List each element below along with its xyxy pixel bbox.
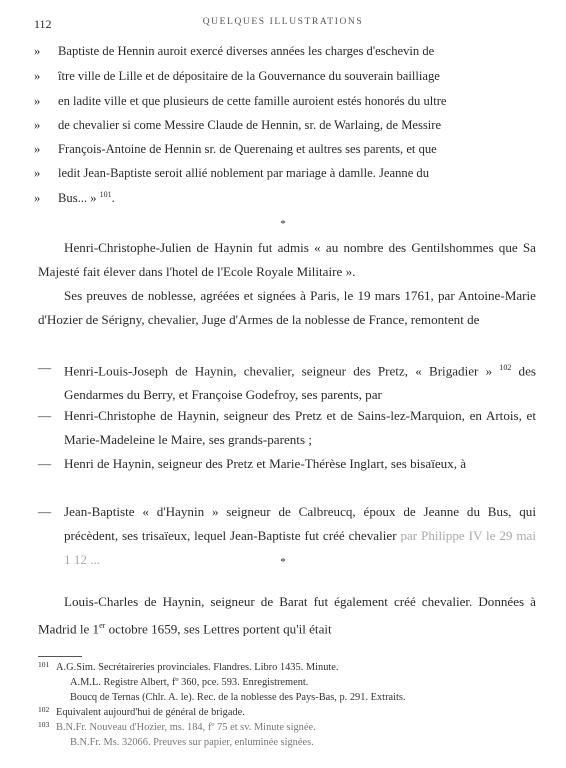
list-item-text: Jean-Baptiste « d'Haynin » seigneur de Calbreucq, époux de Jeanne du Bus, qui précèdent, ses trisaïeux, lequel Jean-Baptiste fut créé chevalier: [64, 504, 536, 543]
footnote-ref: 102: [499, 363, 512, 372]
page-number: 112: [34, 17, 52, 31]
quote-line: [34, 118, 441, 133]
footnote-ref: 101: [99, 190, 112, 199]
quote-line-text: Baptiste de Hennin auroit exercé diverses années les charges d'eschevin de: [58, 44, 435, 58]
list-item: [38, 404, 536, 452]
quote-line: [34, 94, 447, 109]
paragraph: Henri-Christophe-Julien de Haynin fut admis « au nombre des Gentilshommes que Sa Majesté fait élever dans l'hotel de l'Ecole Royale Militaire ».: [38, 240, 536, 279]
quote-mark: »: [34, 118, 41, 132]
footnote-rule: [38, 656, 82, 657]
paragraph-text: Louis-Charles de Haynin, seigneur de Barat fut également créé chevalier. Données à Madrid le 1: [38, 594, 536, 637]
list-item-text: Henri-Christophe de Haynin, seigneur des Pretz et de Sains-lez-Marquion, en Artois, et Marie-Madeleine le Maire, ses grands-parents ;: [64, 408, 536, 447]
quote-mark: »: [34, 166, 41, 180]
list-item: [38, 452, 536, 476]
quote-line-text: ledit Jean-Baptiste seroit allié noblement par mariage à damlle. Jeanne du: [58, 166, 430, 180]
list-dash: —: [38, 456, 52, 471]
running-head: QUELQUES ILLUSTRATIONS: [202, 17, 364, 27]
footnote: Equivalent aujourd'hui de général de brigade.: [56, 707, 245, 718]
quote-mark: »: [34, 191, 41, 206]
footnote: Boucq de Ternas (Chlr. A. le). Rec. de la noblesse des Pays-Bas, p. 291. Extraits.: [70, 692, 406, 703]
quote-line-text: ître ville de Lille et de dépositaire de la Gouvernance du souverain bailliage: [58, 69, 440, 83]
footnote: B.N.Fr. Nouveau d'Hozier, ms. 184, fº 75 et sv. Minute signée.: [56, 722, 316, 733]
quote-line: [34, 44, 434, 59]
footnote-number: 103: [38, 720, 50, 729]
ordinal-suffix: er: [99, 620, 106, 630]
list-item-text: des Gendarmes du Berry, et Françoise Godefroy, ses parents, par: [64, 363, 537, 403]
quote-line-text: de chevalier si come Messire Claude de Hennin, sr. de Warlaing, de Messire: [58, 118, 442, 132]
footnote: B.N.Fr. Ms. 32066. Preuves sur papier, enluminée signées.: [70, 737, 314, 748]
footnote: A.G.Sim. Secrétaireries provinciales. Flandres. Libro 1435. Minute.: [56, 662, 339, 673]
quote-line-text: Bus... »: [58, 191, 97, 206]
paragraph: [38, 590, 536, 641]
quote-line-text: François-Antoine de Hennin sr. de Querenaing et aultres ses parents, et que: [58, 142, 437, 156]
footnote-number: 101: [38, 660, 50, 669]
quote-end: .: [111, 191, 115, 206]
list-item: [38, 356, 536, 407]
quote-mark: »: [34, 142, 41, 156]
section-separator: *: [280, 218, 286, 230]
footnote: A.M.L. Registre Albert, fº 360, pce. 593. Enregistrement.: [70, 677, 309, 688]
quote-mark: »: [34, 69, 41, 83]
quote-line: [34, 69, 440, 84]
list-item-text: Henri de Haynin, seigneur des Pretz et Marie-Thérèse Inglart, ses bisaïeux, à: [64, 456, 467, 471]
list-dash: —: [38, 360, 52, 375]
faded-text: par Philippe IV le 29 mai 1 12 ...: [64, 527, 536, 567]
paragraph: Ses preuves de noblesse, agréées et signées à Paris, le 19 mars 1761, par Antoine-Marie d'Hozier de Sérigny, chevalier, Juge d'Armes de la noblesse de France, remontent de: [38, 288, 536, 327]
quote-line: [34, 190, 115, 206]
list-dash: —: [38, 408, 52, 423]
section-separator: *: [280, 556, 286, 568]
quote-line-text: en ladite ville et que plusieurs de cette famille auroient estés honorés du ultre: [58, 94, 447, 108]
paragraph-text: octobre 1659, ses Lettres portent qu'il était: [105, 621, 332, 637]
quote-line: [34, 142, 437, 157]
footnote-number: 102: [38, 705, 50, 714]
list-dash: —: [38, 504, 52, 519]
quote-line: [34, 166, 429, 181]
quote-mark: »: [34, 44, 41, 58]
list-item-text: Henri-Louis-Joseph de Haynin, chevalier, seigneur des Pretz, « Brigadier »: [64, 363, 493, 379]
quote-mark: »: [34, 94, 41, 108]
